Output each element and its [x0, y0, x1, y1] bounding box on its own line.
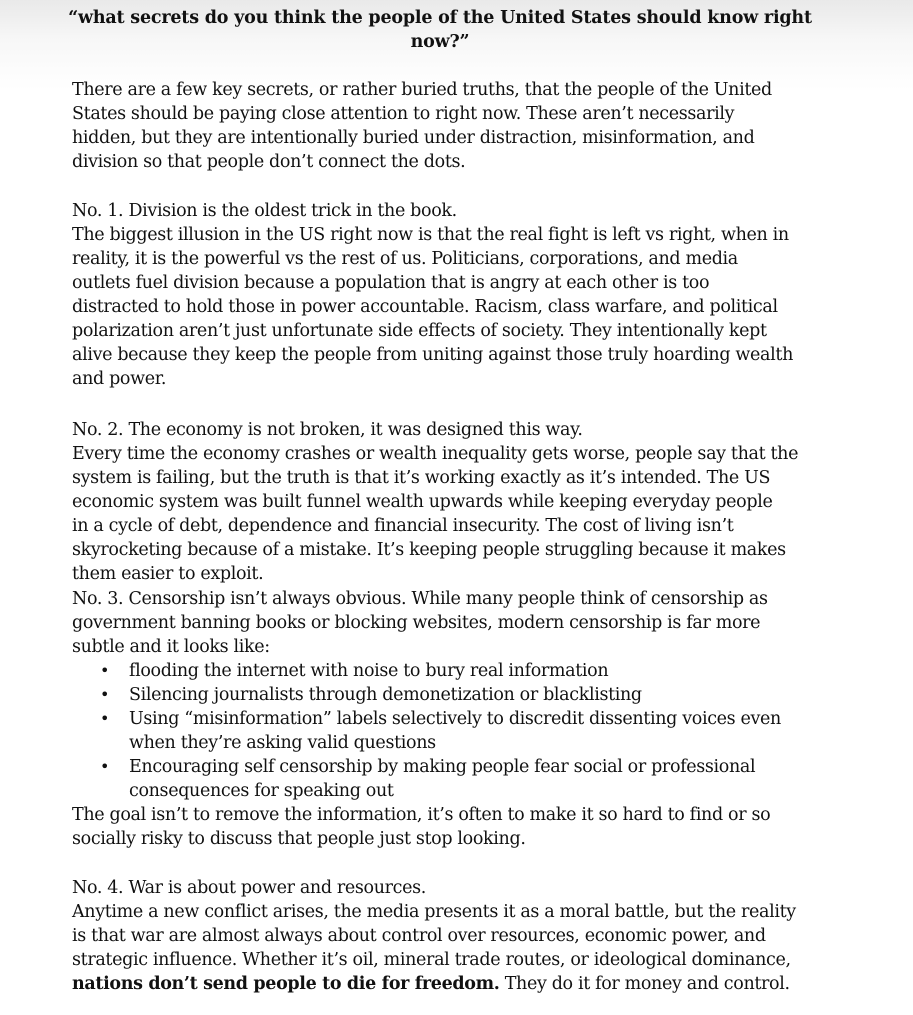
text-line: The biggest illusion in the US right now is that the real fight is left vs right, when in [72, 225, 789, 245]
text-line: outlets fuel division because a population that is angry at each other is too [72, 273, 710, 293]
section-heading: No. 2. The economy is not broken, it was designed this way. [72, 420, 583, 440]
text-line: strategic influence. Whether it’s oil, mineral trade routes, or ideological dominance, [72, 950, 791, 970]
section-heading: No. 4. War is about power and resources. [72, 878, 426, 898]
text-line: is that war are almost always about control over resources, economic power, and [72, 926, 766, 946]
list-item-text: Using “misinformation” labels selectively to discredit dissenting voices even [129, 709, 781, 729]
bullet-icon: • [100, 709, 110, 728]
list-item-text: when they’re asking valid questions [129, 733, 436, 753]
text-line: in a cycle of debt, dependence and financial insecurity. The cost of living isn’t [72, 516, 734, 536]
list-item-text: flooding the internet with noise to bury real information [129, 661, 609, 681]
text-line: division so that people don’t connect the dots. [72, 152, 466, 172]
text-line: subtle and it looks like: [72, 637, 270, 657]
text-line: and power. [72, 369, 167, 389]
text-line: The goal isn’t to remove the information, it’s often to make it so hard to find or so [72, 805, 771, 825]
list-item [72, 755, 832, 803]
text-line: No. 3. Censorship isn’t always obvious. While many people think of censorship as [72, 589, 768, 609]
bold-phrase: nations don’t send people to die for freedom. [72, 974, 500, 994]
section-3-closing [72, 803, 832, 851]
text-line: skyrocketing because of a mistake. It’s keeping people struggling because it makes [72, 540, 786, 560]
section-3 [72, 587, 832, 659]
bullet-icon: • [100, 757, 110, 776]
document-title [30, 6, 850, 54]
text-line: Every time the economy crashes or wealth inequality gets worse, people say that the [72, 444, 799, 464]
bullet-icon: • [100, 661, 110, 680]
text-line: system is failing, but the truth is that it’s working exactly as it’s intended. The US [72, 468, 771, 488]
intro-paragraph [72, 78, 832, 174]
list-item [72, 659, 832, 683]
text-line-mixed [72, 972, 832, 996]
section-1 [72, 199, 832, 391]
text-line: socially risky to discuss that people just stop looking. [72, 829, 526, 849]
text-line: polarization aren’t just unfortunate side effects of society. They intentionally kept [72, 321, 767, 341]
title-line: now?” [410, 32, 470, 52]
text-line: alive because they keep the people from uniting against those truly hoarding wealth [72, 345, 793, 365]
section-heading: No. 1. Division is the oldest trick in the book. [72, 201, 457, 221]
section-2 [72, 418, 832, 586]
text-line: economic system was built funnel wealth upwards while keeping everyday people [72, 492, 773, 512]
list-item [72, 683, 832, 707]
title-line: “what secrets do you think the people of the United States should know right [68, 8, 812, 28]
text-line: Anytime a new conflict arises, the media presents it as a moral battle, but the reality [72, 902, 796, 922]
list-item-text: Silencing journalists through demonetization or blacklisting [129, 685, 642, 705]
text-line: States should be paying close attention to right now. These aren’t necessarily [72, 104, 735, 124]
text-line: reality, it is the powerful vs the rest of us. Politicians, corporations, and media [72, 249, 738, 269]
text-line: There are a few key secrets, or rather buried truths, that the people of the United [72, 80, 772, 100]
list-item-text: consequences for speaking out [129, 781, 394, 801]
list-item [72, 707, 832, 755]
section-4 [72, 876, 832, 996]
text-run: They do it for money and control. [499, 974, 790, 994]
list-item-text: Encouraging self censorship by making people fear social or professional [129, 757, 756, 777]
text-line: hidden, but they are intentionally buried under distraction, misinformation, and [72, 128, 755, 148]
censorship-list [72, 659, 832, 803]
text-line: government banning books or blocking websites, modern censorship is far more [72, 613, 761, 633]
text-line: distracted to hold those in power accountable. Racism, class warfare, and political [72, 297, 778, 317]
text-line: them easier to exploit. [72, 564, 264, 584]
bullet-icon: • [100, 685, 110, 704]
